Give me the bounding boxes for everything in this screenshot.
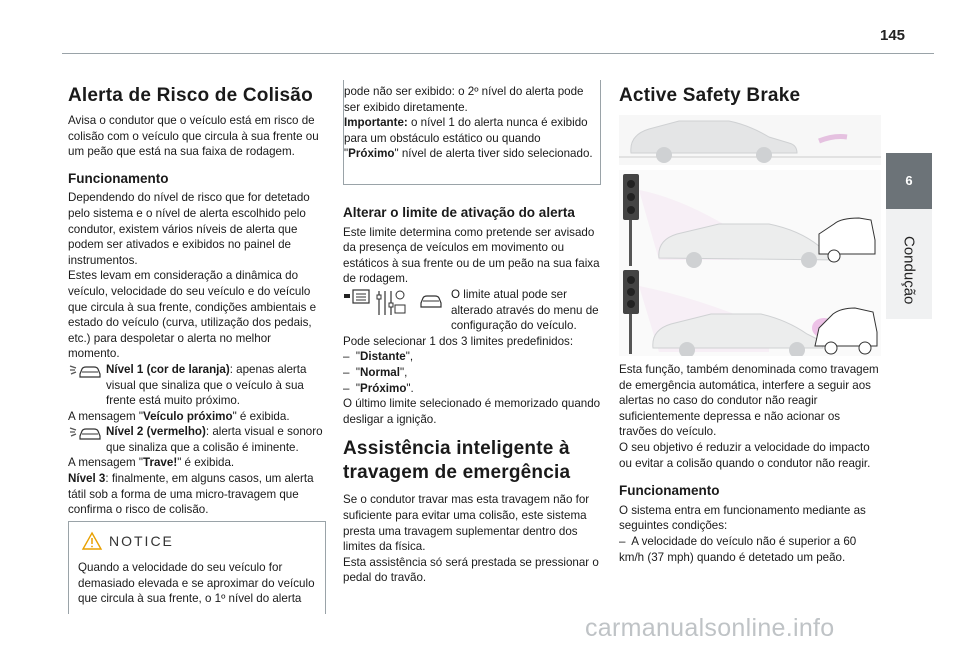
page-number: 145: [880, 27, 906, 44]
level-3-paragraph: Nível 3: finalmente, em alguns casos, um alerta tátil sob a forma de uma micro-travagem que confirma o risco de colisão.: [68, 472, 314, 517]
heading-funcionamento-asb: Funcionamento: [619, 483, 720, 499]
option-normal: – "Normal",: [343, 365, 408, 379]
aeb-paragraph-2: Esta assistência só será prestada se pressionar o pedal do travão.: [343, 555, 599, 585]
notice-text: Quando a velocidade do seu veículo for demasiado elevada e se aproximar do veículo que circula à sua frente, o 1º nível do alerta: [78, 561, 315, 606]
menu-navigation-icons: [343, 287, 447, 319]
column-1: [68, 84, 324, 518]
func-paragraph-1: Dependendo do nível de risco que for detetado pelo sistema e o nível de alerta escolhido pelo condutor, existem vários níveis de alerta que podem ser ativados e exibidos no painel de instrumentos.: [68, 191, 310, 267]
notice-continued-text: pode não ser exibido: o 2º nível do alerta pode ser exibido diretamente.: [344, 85, 584, 114]
level-1-label: Nível 1 (cor de laranja): [106, 362, 230, 376]
level-2-text: : alerta visual e sonoro que sinaliza que a colisão é iminente.: [106, 425, 323, 454]
chapter-title: Condução: [900, 236, 918, 305]
option-proximo: – "Próximo".: [343, 381, 414, 395]
illustration-traffic-light-car: [619, 170, 881, 270]
notice-title: NOTICE: [109, 533, 174, 549]
header-divider: [62, 53, 934, 54]
asb-func-text: O sistema entra em funcionamento mediante as seguintes condições:: [619, 503, 866, 533]
alter-paragraph: Este limite determina como pretende ser avisado da presença de veículos em movimento ou estáticos à sua frente ou de um peão na sua faixa de rodagem.: [343, 225, 600, 286]
condition-1: – A velocidade do veículo não é superior a 60 km/h (37 mph) quando é detetado um peão.: [619, 534, 857, 564]
asb-description-2: O seu objetivo é reduzir a velocidade do impacto ou evitar a colisão quando o condutor não reagir.: [619, 440, 871, 470]
column-2: [343, 205, 601, 586]
column-3: [619, 84, 881, 108]
level-2-message: A mensagem "Trave!" é exibida.: [68, 456, 235, 470]
column-3-text: [619, 362, 881, 565]
level-1-row: [68, 362, 324, 409]
intro-paragraph: Avisa o condutor que o veículo está em risco de colisão com o veículo que circula à sua frente ou um peão que está na sua faixa de rodagem.: [68, 114, 319, 159]
aeb-paragraph-1: Se o condutor travar mas esta travagem não for suficiente para evitar uma colisão, este sistema presta uma travagem suplementar dentro dos limites da física.: [343, 493, 590, 554]
option-distante: – "Distante",: [343, 350, 414, 364]
section-title-collision-alert: Alerta de Risco de Colisão: [68, 85, 313, 106]
car-alert-icon: [68, 424, 104, 442]
level-2-row: [68, 424, 324, 455]
level-2-label: Nível 2 (vermelho): [106, 425, 206, 439]
important-note: Importante: o nível 1 do alerta nunca é exibido para um obstáculo estático ou quando "Próximo" nível de alerta tiver sido selecionado.: [344, 116, 593, 161]
heading-funcionamento: Funcionamento: [68, 170, 169, 186]
car-alert-icon: [68, 362, 104, 380]
section-title-active-safety-brake: Active Safety Brake: [619, 85, 801, 106]
asb-description-1: Esta função, também denominada como travagem de emergência automática, interfere a seguir aos alertas no caso do condutor não reagir suficientemente depressa e não acionar os travões do veículo.: [619, 363, 879, 439]
illustration-braking-collision: [619, 268, 881, 356]
memorized-text: O último limite selecionado é memorizado quando desligar a ignição.: [343, 397, 601, 426]
limit-text: O limite atual pode ser alterado através do menu de configuração do veículo.: [451, 287, 599, 333]
level-1-text: : apenas alerta visual que sinaliza que o veículo à sua frente está muito próximo.: [106, 362, 307, 408]
func-paragraph-2: Estes levam em consideração a dinâmica do veículo, velocidade do seu veículo e do veículo que circula à sua frente, condições ambientais e estado do veículo (curva, utilização dos pedais, etc.) para despoletar o alerta no melhor momento.: [68, 269, 317, 361]
watermark: carmanualsonline.info: [585, 614, 835, 642]
section-title-aeb: Assistência inteligente à travagem de emergência: [343, 438, 571, 484]
heading-alter-limit: Alterar o limite de ativação do alerta: [343, 205, 575, 220]
notice-box: [68, 521, 326, 614]
illustration-car-approaching: [619, 115, 881, 165]
level-1-message: A mensagem "Veículo próximo" é exibida.: [68, 409, 290, 423]
chapter-tab[interactable]: 6: [886, 153, 932, 209]
select-text: Pode selecionar 1 dos 3 limites predefinidos:: [343, 334, 574, 348]
warning-icon: [81, 531, 103, 551]
notice-box-continued: [343, 80, 601, 185]
menu-icons-row: [343, 287, 601, 334]
